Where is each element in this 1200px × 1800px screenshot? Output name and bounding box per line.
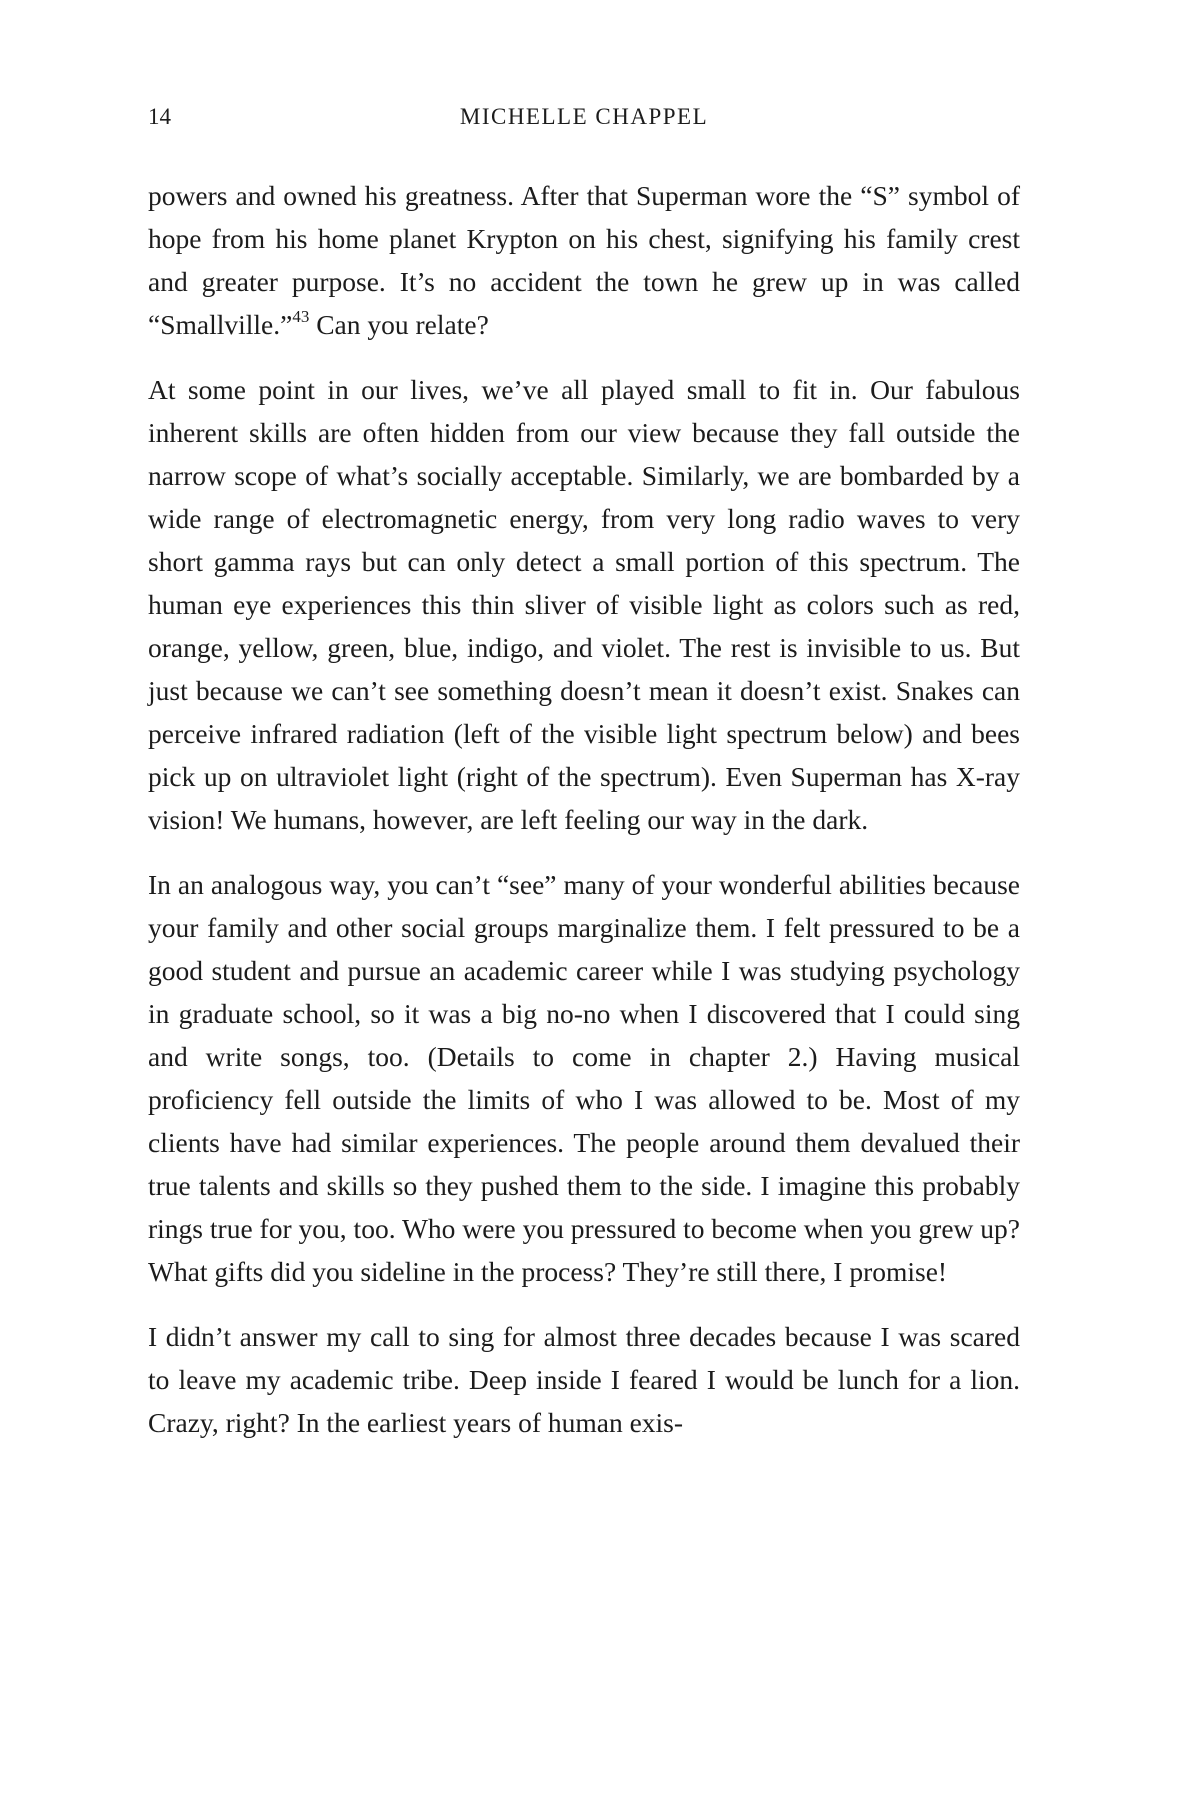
paragraph-text: powers and owned his greatness. After that Superman wore the “S” symbol of hope from his home planet Krypton on his chest, signifying his family crest and greater purpose. It’s no accident the town he grew up in was called “Smallville.” [148,180,1020,340]
body-text [148,174,1020,1466]
paragraph: In an analogous way, you can’t “see” many of your wonderful abilities because your family and other social groups marginalize them. I felt pressured to be a good student and pursue an academic career while I was studying psychology in graduate school, so it was a big no-no when I discovered that I could sing and write songs, too. (Details to come in chapter 2.) Having musical proficiency fell outside the limits of who I was allowed to be. Most of my clients have had similar experiences. The people around them devalued their true talents and skills so they pushed them to the side. I imagine this probably rings true for you, too. Who were you pressured to become when you grew up? What gifts did you sideline in the process? They’re still there, I promise! [148,869,1020,1287]
running-header [148,104,1020,144]
paragraph [148,174,1020,346]
paragraph: I didn’t answer my call to sing for almost three decades because I was scared to leave my academic tribe. Deep inside I feared I would be lunch for a lion. Crazy, right? In the earliest years of human exis- [148,1321,1020,1438]
paragraph-text: Can you relate? [309,309,489,340]
running-head-author: MICHELLE CHAPPEL [459,104,709,129]
paragraph: At some point in our lives, we’ve all played small to fit in. Our fabulous inherent skills are often hidden from our view because they fall outside the narrow scope of what’s socially acceptable. Similarly, we are bombarded by a wide range of electromagnetic energy, from very long radio waves to very short gamma rays but can only detect a small portion of this spectrum. The human eye experiences this thin sliver of visible light as colors such as red, orange, yellow, green, blue, indigo, and violet. The rest is invisible to us. But just because we can’t see something doesn’t mean it doesn’t exist. Snakes can perceive infrared radiation (left of the visible light spectrum below) and bees pick up on ultraviolet light (right of the spectrum). Even Superman has X-ray vision! We humans, however, are left feeling our way in the dark. [148,374,1020,835]
footnote-reference: 43 [292,307,310,326]
page-number: 14 [148,104,171,129]
